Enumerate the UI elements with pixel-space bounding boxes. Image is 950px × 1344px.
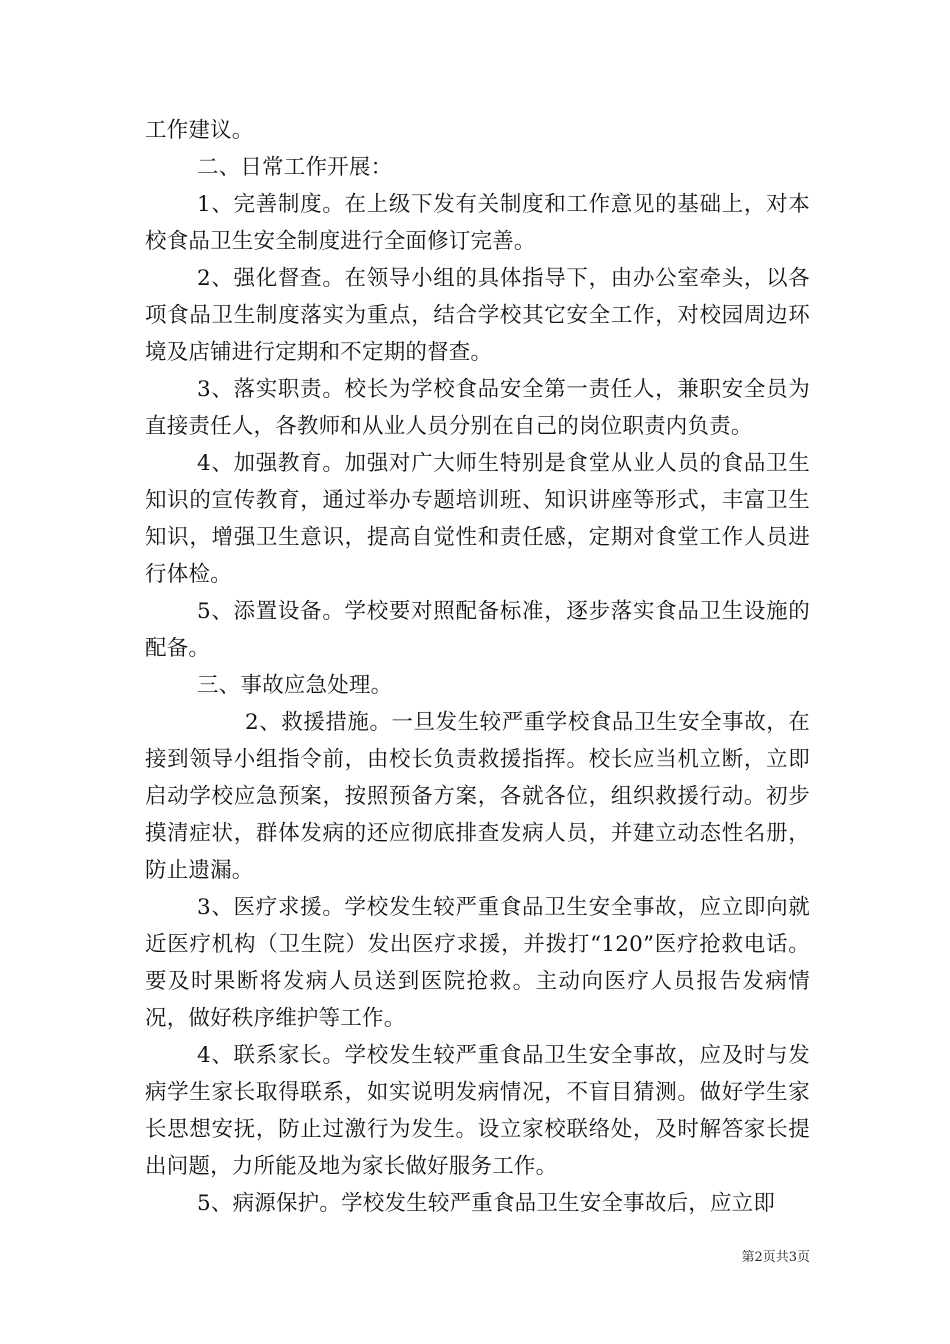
paragraph-contact-parents: 4、联系家长。学校发生较严重食品卫生安全事故，应及时与发病学生家长取得联系，如实说明发病情况，不盲目猜测。做好学生家长思想安抚，防止过激行为发生。设立家校联络处，及时解答家长提出问题，力所能及地为家长做好服务工作。: [145, 1043, 810, 1179]
document-body: [145, 112, 810, 1222]
paragraph-add-equipment: 5、添置设备。学校要对照配备标准，逐步落实食品卫生设施的配备。: [145, 599, 810, 661]
paragraph-source-protection: 5、病源保护。学校发生较严重食品卫生安全事故后，应立即: [197, 1191, 776, 1216]
paragraph-improve-system: 1、完善制度。在上级下发有关制度和工作意见的基础上，对本校食品卫生安全制度进行全面修订完善。: [145, 192, 810, 254]
paragraph-rescue-measures: 2、救援措施。一旦发生较严重学校食品卫生安全事故，在接到领导小组指令前，由校长负责救援指挥。校长应当机立断，立即启动学校应急预案，按照预备方案，各就各位，组织救援行动。初步摸清症状，群体发病的还应彻底排查发病人员，并建立动态性名册，防止遗漏。: [145, 710, 810, 883]
page-number: 第2页共3页: [741, 1250, 810, 1265]
section-heading-emergency: 三、事故应急处理。: [197, 673, 393, 698]
section-heading-daily-work: 二、日常工作开展：: [197, 155, 393, 180]
paragraph-medical-aid: 3、医疗求援。学校发生较严重食品卫生安全事故，应立即向就近医疗机构（卫生院）发出医疗求援，并拨打“120”医疗抢救电话。要及时果断将发病人员送到医院抢救。主动向医疗人员报告发病情况，做好秩序维护等工作。: [145, 895, 810, 1031]
paragraph-continuation: 工作建议。: [145, 118, 254, 143]
paragraph-strengthen-supervision: 2、强化督查。在领导小组的具体指导下，由办公室牵头，以各项食品卫生制度落实为重点，结合学校其它安全工作，对校园周边环境及店铺进行定期和不定期的督查。: [145, 266, 810, 365]
paragraph-strengthen-education: 4、加强教育。加强对广大师生特别是食堂从业人员的食品卫生知识的宣传教育，通过举办专题培训班、知识讲座等形式，丰富卫生知识，增强卫生意识，提高自觉性和责任感，定期对食堂工作人员进行体检。: [145, 451, 810, 587]
paragraph-implement-duties: 3、落实职责。校长为学校食品安全第一责任人，兼职安全员为直接责任人，各教师和从业人员分别在自己的岗位职责内负责。: [145, 377, 810, 439]
